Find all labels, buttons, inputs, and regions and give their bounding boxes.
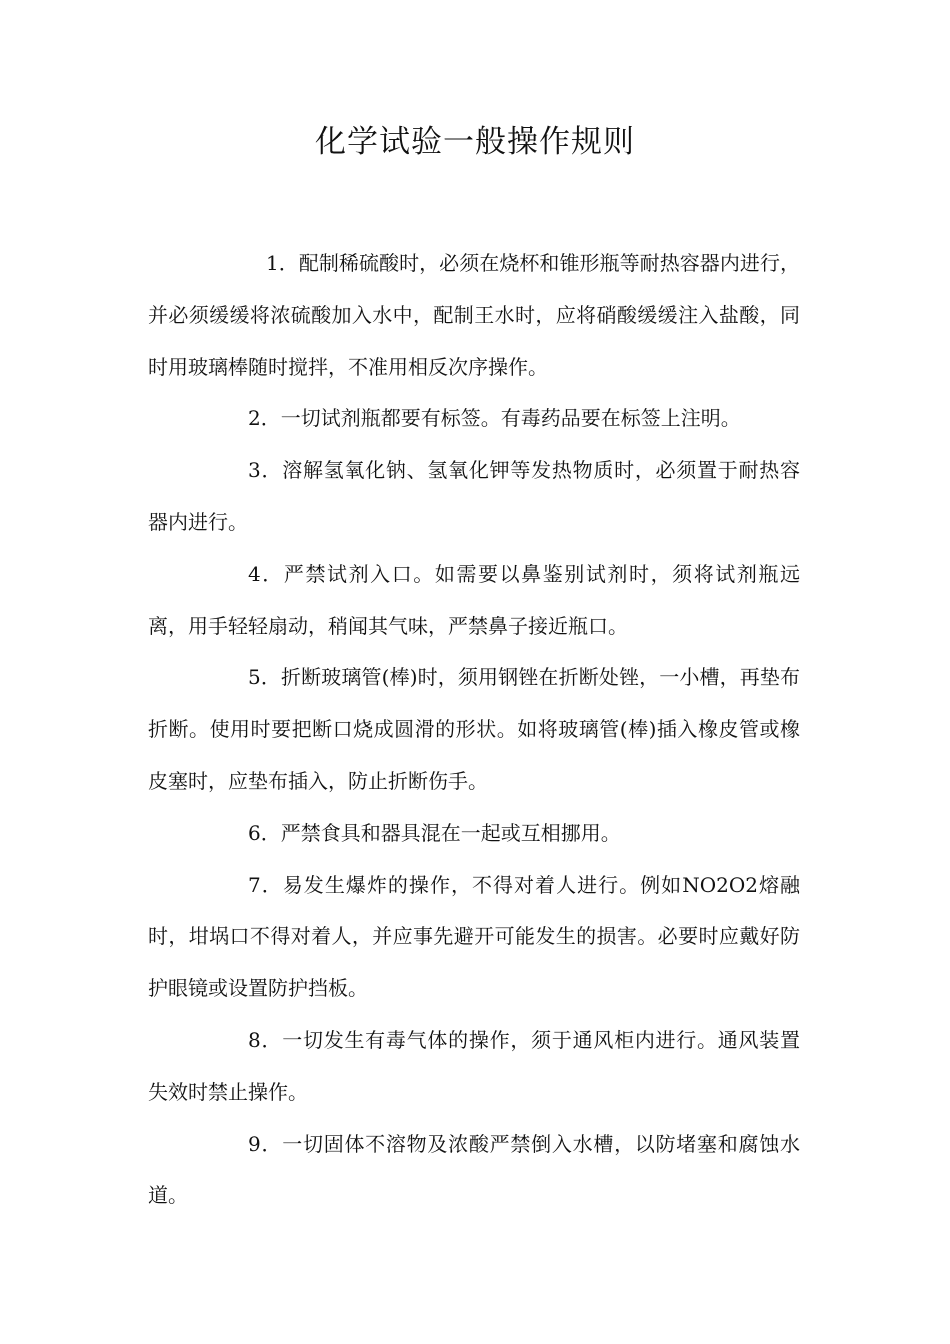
rule-paragraph-7 bbox=[148, 860, 800, 1015]
rule-paragraph-1 bbox=[148, 238, 800, 393]
rule-text: 一切发生有毒气体的操作，须于通风柜内进行。通风装置失效时禁止操作。 bbox=[148, 1027, 801, 1104]
rule-number: 7． bbox=[248, 872, 283, 897]
rule-text: 一切固体不溶物及浓酸严禁倒入水槽，以防堵塞和腐蚀水道。 bbox=[148, 1131, 801, 1208]
rule-paragraph-3 bbox=[148, 445, 800, 549]
rule-paragraph-6 bbox=[148, 808, 800, 860]
rule-paragraph-4 bbox=[148, 549, 800, 653]
rule-text: 严禁试剂入口。如需要以鼻鉴别试剂时，须将试剂瓶远离，用手轻轻扇动，稍闻其气味，严禁鼻子接近瓶口。 bbox=[148, 561, 800, 638]
rule-text: 易发生爆炸的操作，不得对着人进行。例如NO2O2熔融时，坩埚口不得对着人，并应事先避开可能发生的损害。必要时应戴好防护眼镜或设置防护挡板。 bbox=[148, 872, 800, 1001]
rule-number: 2． bbox=[248, 406, 281, 431]
rule-number: 1． bbox=[266, 251, 299, 275]
document-title: 化学试验一般操作规则 bbox=[315, 124, 635, 160]
rule-paragraph-8 bbox=[148, 1015, 800, 1119]
rule-number: 5． bbox=[248, 665, 281, 690]
rule-text: 溶解氢氧化钠、氢氧化钾等发热物质时，必须置于耐热容器内进行。 bbox=[148, 458, 801, 534]
rule-number: 6． bbox=[248, 820, 281, 845]
rule-number: 9． bbox=[248, 1131, 283, 1156]
rule-paragraph-5 bbox=[148, 652, 800, 807]
rule-text: 配制稀硫酸时，必须在烧杯和锥形瓶等耐热容器内进行，并必须缓缓将浓硫酸加入水中，配制王水时，应将硝酸缓缓注入盐酸，同时用玻璃棒随时搅拌，不准用相反次序操作。 bbox=[148, 251, 800, 379]
rule-paragraph-2 bbox=[148, 393, 800, 445]
rule-text: 一切试剂瓶都要有标签。有毒药品要在标签上注明。 bbox=[280, 406, 741, 431]
rule-number: 8． bbox=[248, 1027, 283, 1052]
rule-paragraph-9 bbox=[148, 1119, 800, 1223]
rule-number: 3． bbox=[248, 458, 283, 483]
rule-text: 严禁食具和器具混在一起或互相挪用。 bbox=[280, 820, 621, 845]
rule-number: 4． bbox=[248, 561, 284, 586]
rule-text: 折断玻璃管(棒)时，须用钢锉在折断处锉，一小槽，再垫布折断。使用时要把断口烧成圆滑的形状。如将玻璃管(棒)插入橡皮管或橡皮塞时，应垫布插入，防止折断伤手。 bbox=[148, 665, 801, 793]
document-body bbox=[148, 238, 800, 1222]
